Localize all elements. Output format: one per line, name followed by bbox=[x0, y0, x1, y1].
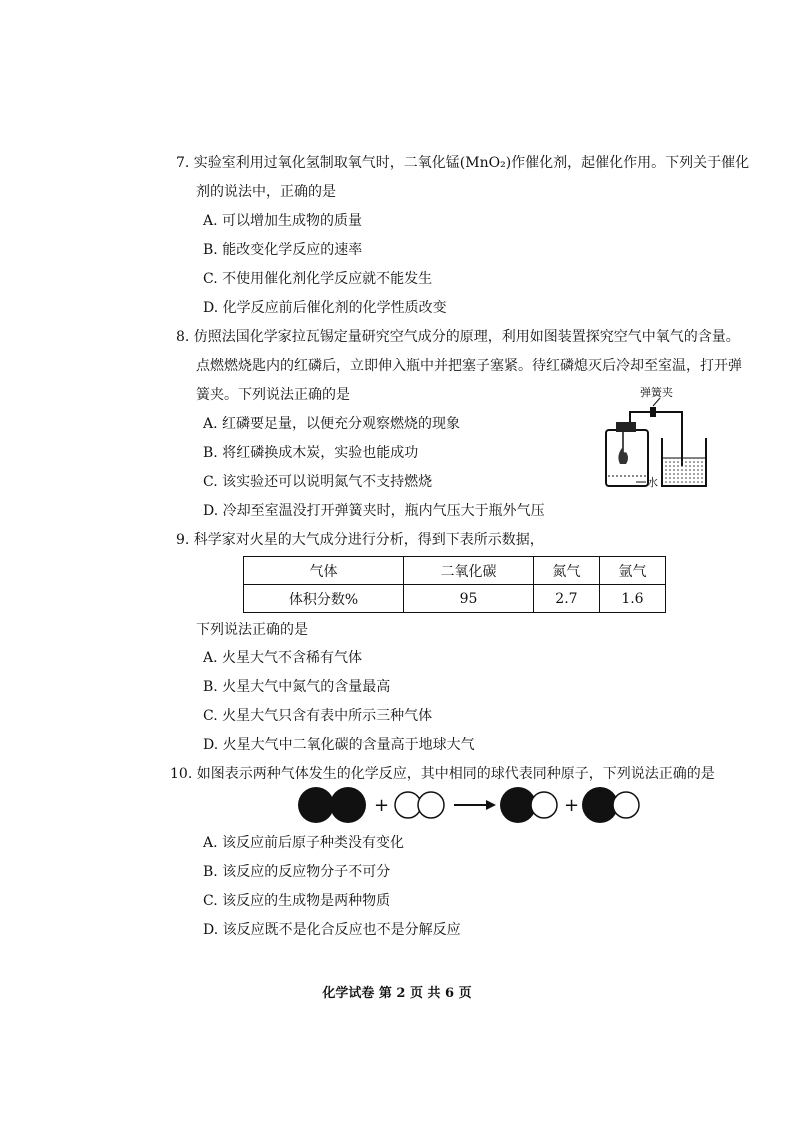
q8-stem-line3: 簧夹。下列说法正确的是 bbox=[196, 387, 350, 403]
q8-apparatus-diagram bbox=[600, 386, 710, 496]
table-header-cell: 氩气 bbox=[599, 557, 665, 585]
q10-option-a: A. 该反应前后原子种类没有变化 bbox=[203, 835, 405, 851]
table-header-cell: 二氧化碳 bbox=[404, 557, 534, 585]
plus-sign: + bbox=[564, 795, 580, 816]
white-atom bbox=[613, 792, 639, 818]
q7-option-c: C. 不使用催化剂化学反应就不能发生 bbox=[203, 271, 433, 287]
q10-option-b: B. 该反应的反应物分子不可分 bbox=[203, 864, 391, 880]
q8-option-d: D. 冷却至室温没打开弹簧夹时，瓶内气压大于瓶外气压 bbox=[203, 503, 545, 519]
q10-option-c: C. 该反应的生成物是两种物质 bbox=[203, 893, 391, 909]
white-atom bbox=[395, 792, 421, 818]
plus-sign: + bbox=[374, 795, 390, 816]
white-atom bbox=[418, 792, 444, 818]
q7-stem-line2: 剂的说法中，正确的是 bbox=[196, 184, 336, 200]
q7-stem-line1: 7. 实验室利用过氧化氢制取氧气时，二氧化锰(MnO₂)作催化剂，起催化作用。下列关于催化 bbox=[176, 155, 750, 171]
black-atom bbox=[298, 787, 334, 823]
q9-stem: 9. 科学家对火星的大气成分进行分析，得到下表所示数据， bbox=[176, 532, 544, 548]
q7-option-a: A. 可以增加生成物的质量 bbox=[203, 213, 363, 229]
q8-option-a: A. 红磷要足量，以便充分观察燃烧的现象 bbox=[203, 416, 461, 432]
table-cell: 2.7 bbox=[533, 585, 599, 613]
q9-option-c: C. 火星大气只含有表中所示三种气体 bbox=[203, 708, 433, 724]
q7-option-d: D. 化学反应前后催化剂的化学性质改变 bbox=[203, 300, 447, 316]
white-atom bbox=[531, 792, 557, 818]
stopper bbox=[616, 422, 636, 432]
spring-clamp bbox=[650, 407, 656, 417]
q8-stem-line1: 8. 仿照法国化学家拉瓦锡定量研究空气成分的原理，利用如图装置探究空气中氧气的含量。 bbox=[176, 329, 740, 345]
q9-prompt: 下列说法正确的是 bbox=[196, 622, 308, 638]
q9-option-a: A. 火星大气不含稀有气体 bbox=[203, 650, 363, 666]
q10-reaction-diagram bbox=[296, 783, 656, 827]
table-header-cell: 氮气 bbox=[533, 557, 599, 585]
table-header-cell: 气体 bbox=[244, 557, 404, 585]
black-atom bbox=[330, 787, 366, 823]
table-row bbox=[244, 585, 666, 613]
q9-option-b: B. 火星大气中氮气的含量最高 bbox=[203, 679, 391, 695]
table-cell: 体积分数% bbox=[244, 585, 404, 613]
mars-atmosphere-table bbox=[243, 556, 666, 613]
q8-stem-line2: 点燃燃烧匙内的红磷后，立即伸入瓶中并把塞子塞紧。待红磷熄灭后冷却至室温，打开弹 bbox=[196, 358, 742, 374]
water-label: 水 bbox=[647, 476, 658, 489]
q9-option-d: D. 火星大气中二氧化碳的含量高于地球大气 bbox=[203, 737, 475, 753]
table-cell: 95 bbox=[404, 585, 534, 613]
q7-option-b: B. 能改变化学反应的速率 bbox=[203, 242, 363, 258]
table-cell: 1.6 bbox=[599, 585, 665, 613]
clamp-label: 弹簧夹 bbox=[640, 386, 673, 399]
q10-option-d: D. 该反应既不是化合反应也不是分解反应 bbox=[203, 922, 461, 938]
table-header-row bbox=[244, 557, 666, 585]
q8-option-c: C. 该实验还可以说明氮气不支持燃烧 bbox=[203, 474, 433, 490]
q10-stem: 10. 如图表示两种气体发生的化学反应，其中相同的球代表同种原子，下列说法正确的是 bbox=[170, 766, 715, 782]
page-footer: 化学试卷 第 2 页 共 6 页 bbox=[322, 986, 472, 1001]
q8-option-b: B. 将红磷换成木炭，实验也能成功 bbox=[203, 445, 419, 461]
